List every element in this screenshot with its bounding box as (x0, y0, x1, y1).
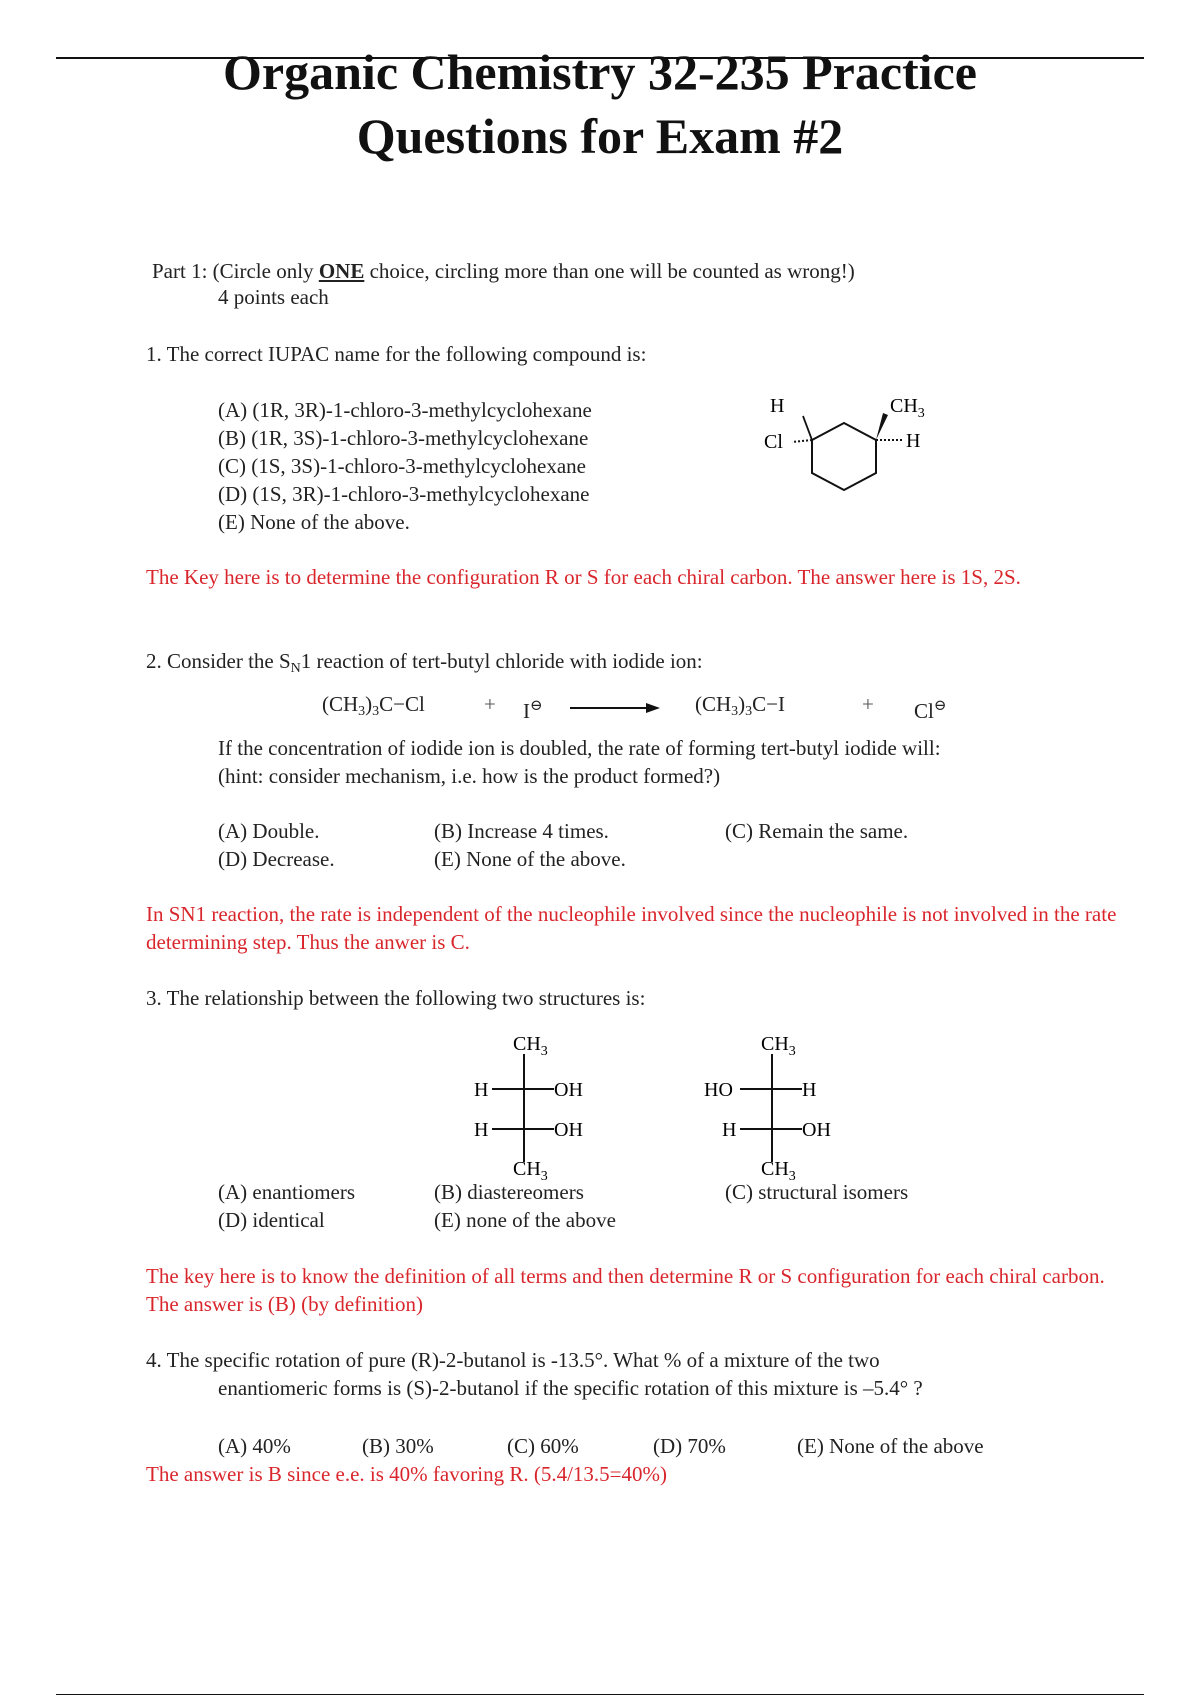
f2-r1-left: HO (704, 1079, 733, 1101)
bottom-rule (56, 1694, 1144, 1695)
f1-bottom: $CH_3$ (513, 1158, 548, 1182)
q3-option-a[interactable]: (A) enantiomers (218, 1180, 356, 1204)
q1-option-c[interactable]: (C) (1S, 3S)-1-chloro-3-methylcyclohexane (218, 454, 586, 478)
reaction-arrow (570, 700, 660, 716)
q3-answer: The key here is to know the definition of all terms and then determine R or S configuration for each chiral carbon. The answer is (B) (by definition) (146, 1264, 1105, 1316)
q4-option-e[interactable]: (E) None of the above (797, 1434, 984, 1458)
f1-top: $CH_3$ (513, 1033, 548, 1059)
page-title-line1: Organic Chemistry 32-235 Practice (223, 44, 977, 100)
f2-bottom: $CH_3$ (761, 1158, 796, 1182)
q1-h-left-label: H (770, 395, 785, 417)
q4-answer: The answer is B since e.e. is 40% favoring R. (5.4/13.5=40%) (146, 1462, 667, 1486)
q1-option-b[interactable]: (B) (1R, 3S)-1-chloro-3-methylcyclohexane (218, 426, 589, 450)
q4-stem-line1: 4. The specific rotation of pure (R)-2-butanol is -13.5°. What % of a mixture of the two (146, 1348, 880, 1372)
q1-option-d[interactable]: (D) (1S, 3R)-1-chloro-3-methylcyclohexane (218, 482, 590, 506)
q1-answer: The Key here is to determine the configuration R or S for each chiral carbon. The answer here is 1S, 2S. (146, 565, 1021, 589)
q2-answer: In SN1 reaction, the rate is independent of the nucleophile involved since the nucleophile is not involved in the rate determining step. Thus the anwer is C. (146, 902, 1117, 954)
cl-hash-bond (792, 440, 812, 442)
q2-option-a[interactable]: (A) Double. (218, 819, 320, 843)
f1-r2-left: H (474, 1119, 489, 1141)
q1-cyclohexane-structure (760, 388, 940, 508)
f2-top: $CH_3$ (761, 1033, 796, 1059)
f2-r2-left: H (722, 1119, 737, 1141)
q2-iodide: I⊖ (523, 698, 543, 723)
q2-option-e[interactable]: (E) None of the above. (434, 847, 626, 871)
part1-instructions: Part 1: (Circle only ONE choice, circling more than one will be counted as wrong!) (152, 259, 855, 283)
q1-h-right-label: H (906, 430, 921, 452)
q2-option-b[interactable]: (B) Increase 4 times. (434, 819, 609, 843)
q1-cl-label: Cl (764, 431, 783, 453)
q2-option-d[interactable]: (D) Decrease. (218, 847, 335, 871)
f2-r2-right: OH (802, 1119, 831, 1141)
q2-option-c[interactable]: (C) Remain the same. (725, 819, 909, 843)
f1-r1-right: OH (554, 1079, 583, 1101)
f1-r1-left: H (474, 1079, 489, 1101)
q1-ch3-label: $CH_3$ (890, 395, 925, 421)
q3-option-c[interactable]: (C) structural isomers (725, 1180, 909, 1204)
q2-plus-2: + (862, 692, 874, 716)
q3-option-b[interactable]: (B) diastereomers (434, 1180, 584, 1204)
q3-stem: 3. The relationship between the following two structures is: (146, 986, 646, 1010)
h-bond-left (803, 416, 812, 440)
q2-stem: 2. Consider the $S_N1$ reaction of tert-butyl chloride with iodide ion: (146, 649, 703, 676)
page-title-line2: Questions for Exam #2 (356, 108, 844, 164)
emphasis-one: ONE (318, 259, 365, 283)
q2-plus-1: + (484, 692, 496, 716)
part1-points: 4 points each (218, 285, 329, 309)
q1-stem: 1. The correct IUPAC name for the following compound is: (146, 342, 647, 366)
f1-r2-right: OH (554, 1119, 583, 1141)
q2-hint: (hint: consider mechanism, i.e. how is the product formed?) (218, 764, 721, 788)
q4-option-d[interactable]: (D) 70% (653, 1434, 726, 1458)
f2-r1-right: H (802, 1079, 817, 1101)
q4-stem-line2: enantiomeric forms is (S)-2-butanol if the specific rotation of this mixture is –5.4° ? (218, 1376, 923, 1400)
q1-option-e[interactable]: (E) None of the above. (218, 510, 410, 534)
q3-fischer-projection-2 (700, 1032, 860, 1182)
q1-option-a[interactable]: (A) (1R, 3R)-1-chloro-3-methylcyclohexane (218, 398, 592, 422)
ch3-wedge-bond (876, 413, 888, 440)
q4-option-b[interactable]: (B) 30% (362, 1434, 434, 1458)
q4-option-a[interactable]: (A) 40% (218, 1434, 291, 1458)
q4-option-c[interactable]: (C) 60% (507, 1434, 579, 1458)
q3-option-e[interactable]: (E) none of the above (434, 1208, 616, 1232)
q2-product: $(CH_3)_3C-I$ (695, 692, 786, 719)
q2-reactant: $(CH_3)_3C-Cl$ (322, 692, 425, 719)
q2-question: If the concentration of iodide ion is doubled, the rate of forming tert-butyl iodide will: (218, 736, 941, 760)
cyclohexane-ring (812, 423, 876, 490)
q3-fischer-projection-1 (470, 1032, 610, 1182)
q2-chloride: Cl⊖ (914, 698, 947, 723)
q3-option-d[interactable]: (D) identical (218, 1208, 325, 1232)
